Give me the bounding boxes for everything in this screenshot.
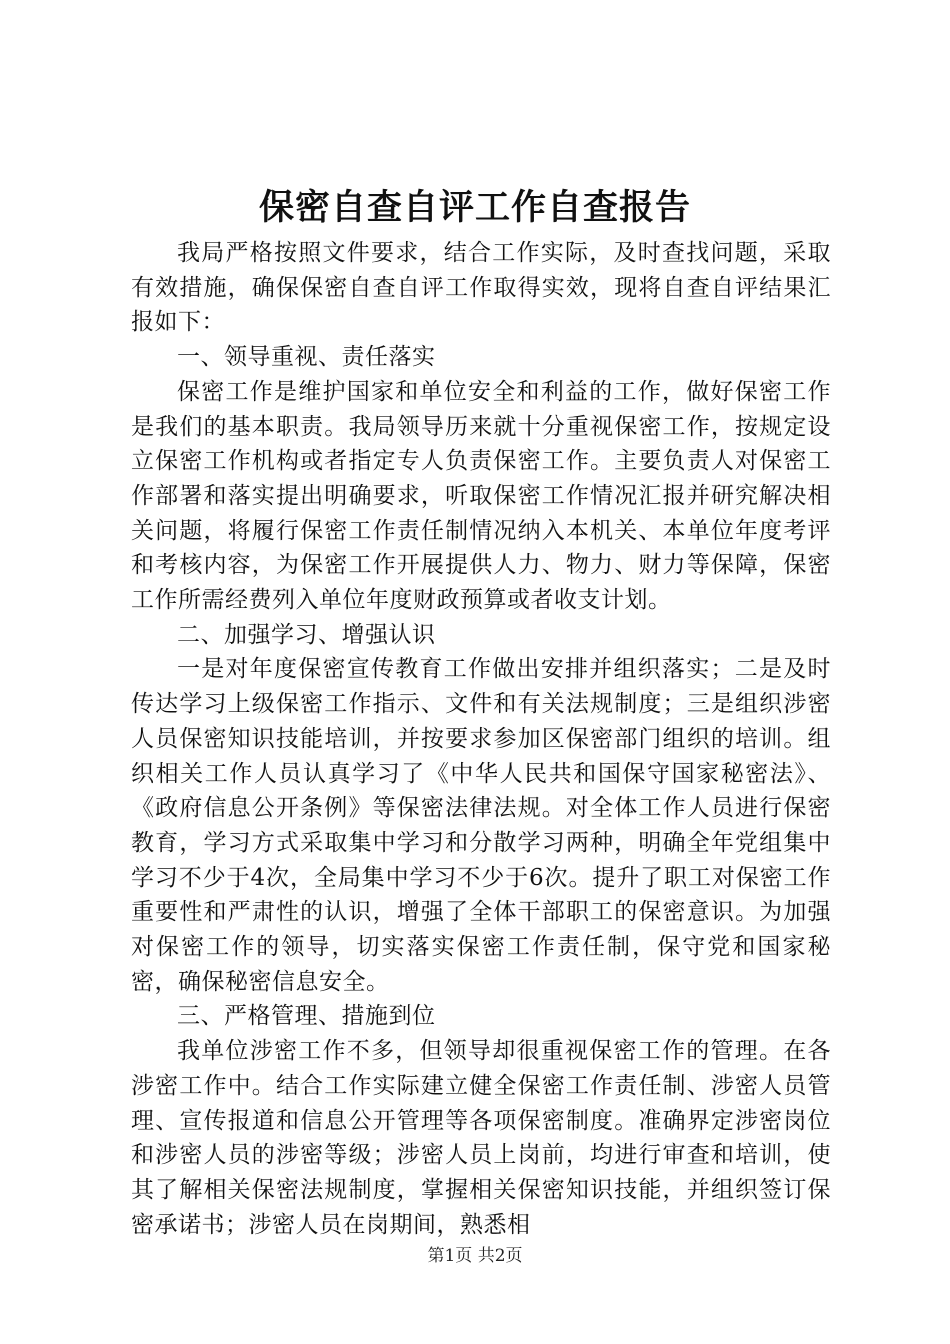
section-3-paragraph: 我单位涉密工作不多，但领导却很重视保密工作的管理。在各涉密工作中。结合工作实际建立健全保密工作责任制、涉密人员管理、宣传报道和信息公开管理等各项保密制度。准确界定涉密岗位和涉密人员的涉密等级；涉密人员上岗前，均进行审查和培训，使其了解相关保密法规制度，掌握相关保密知识技能，并组织签订保密承诺书；涉密人员在岗期间，熟悉相 bbox=[131, 1038, 831, 1238]
section-heading-2: 二、加强学习、增强认识 bbox=[177, 621, 436, 648]
page-number-footer: 第1页 共2页 bbox=[427, 1246, 523, 1266]
document-body bbox=[131, 236, 831, 1242]
section-1-paragraph: 保密工作是维护国家和单位安全和利益的工作，做好保密工作是我们的基本职责。我局领导历来就十分重视保密工作，按规定设立保密工作机构或者指定专人负责保密工作。主要负责人对保密工作部署和落实提出明确要求，听取保密工作情况汇报并研究解决相关问题，将履行保密工作责任制情况纳入本机关、本单位年度考评和考核内容，为保密工作开展提供人力、物力、财力等保障，保密工作所需经费列入单位年度财政预算或者收支计划。 bbox=[131, 378, 831, 614]
section-heading-3: 三、严格管理、措施到位 bbox=[177, 1003, 436, 1030]
document-title: 保密自查自评工作自查报告 bbox=[258, 187, 691, 228]
intro-paragraph: 我局严格按照文件要求，结合工作实际，及时查找问题，采取有效措施，确保保密自查自评工作取得实效，现将自查自评结果汇报如下： bbox=[131, 240, 831, 336]
section-heading-1: 一、领导重视、责任落实 bbox=[177, 344, 436, 371]
section-2-paragraph: 一是对年度保密宣传教育工作做出安排并组织落实；二是及时传达学习上级保密工作指示、文件和有关法规制度；三是组织涉密人员保密知识技能培训，并按要求参加区保密部门组织的培训。组织相关工作人员认真学习了《中华人民共和国保守国家秘密法》、《政府信息公开条例》等保密法律法规。对全体工作人员进行保密教育，学习方式采取集中学习和分散学习两种，明确全年党组集中学习不少于4次，全局集中学习不少于6次。提升了职工对保密工作重要性和严肃性的认识，增强了全体干部职工的保密意识。为加强对保密工作的领导，切实落实保密工作责任制，保守党和国家秘密，确保秘密信息安全。 bbox=[131, 656, 831, 995]
